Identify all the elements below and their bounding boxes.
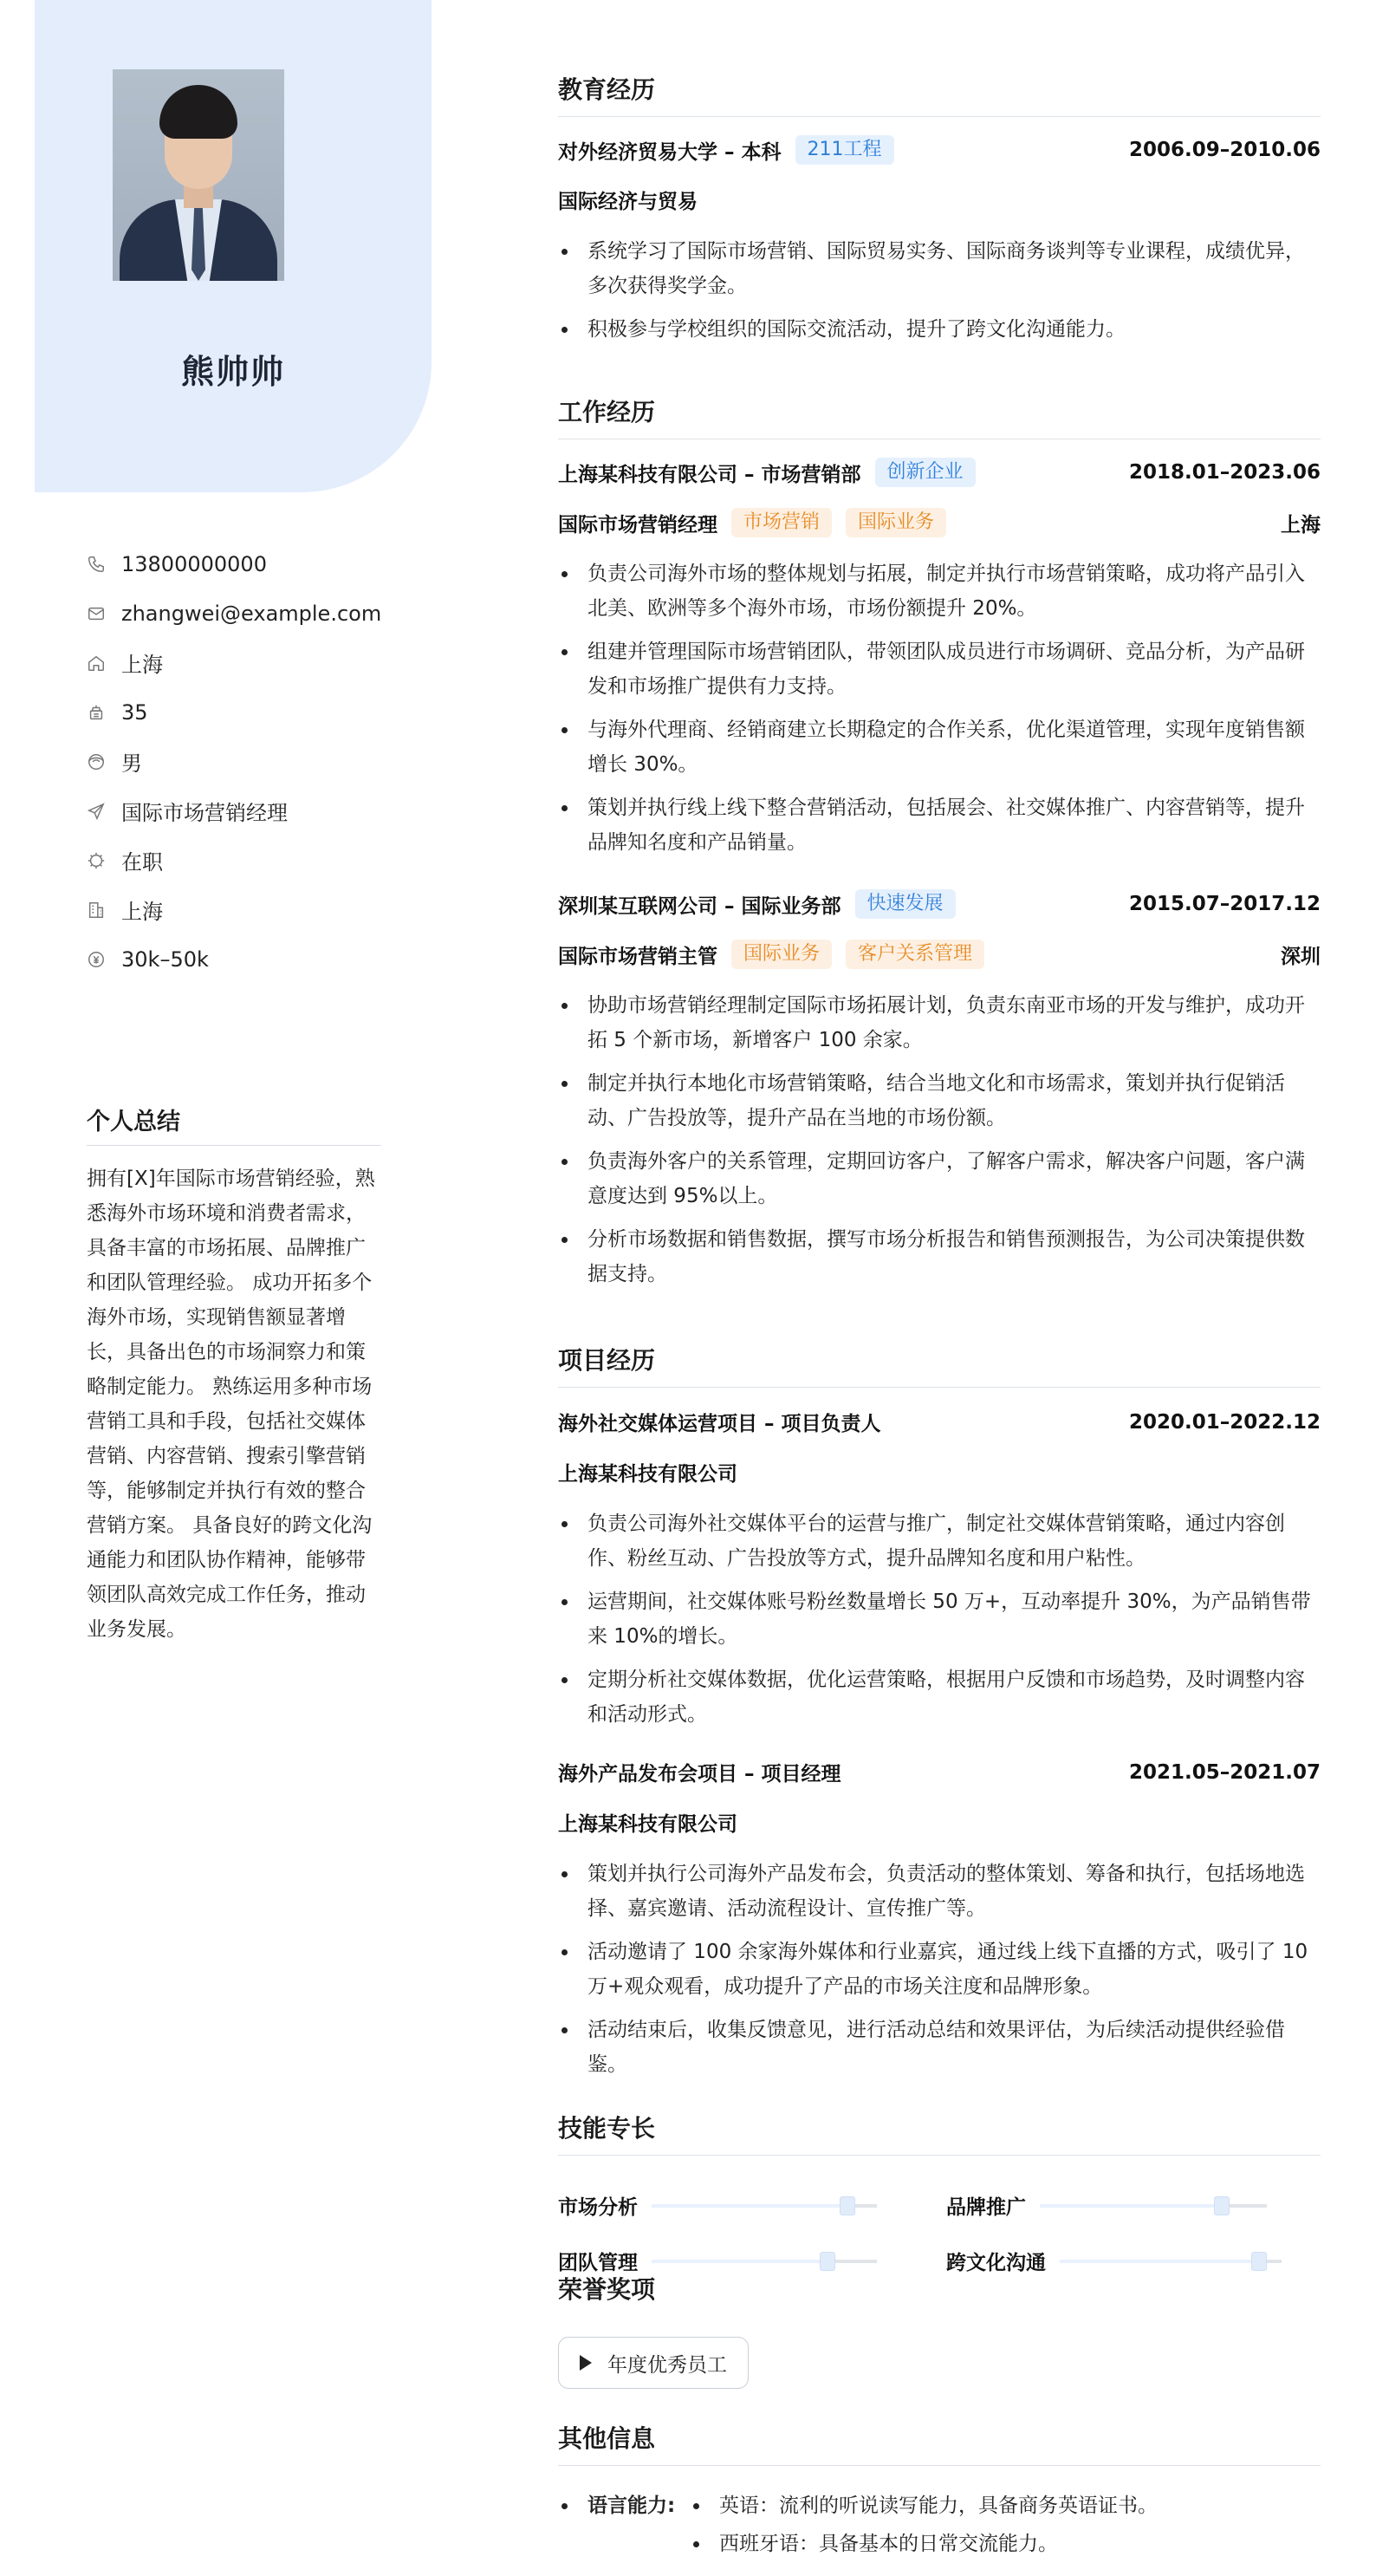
info-age (87, 687, 451, 737)
bullet-dot (693, 2503, 699, 2509)
job-role-row (558, 508, 1321, 537)
education-major: 国际经济与贸易 (558, 191, 698, 213)
info-phone-value: 13800000000 (121, 551, 267, 576)
projects-title: 项目经历 (558, 1342, 1321, 1388)
skill-slider[interactable] (1040, 2204, 1267, 2208)
job-role: 国际市场营销经理 (558, 513, 717, 537)
avatar (113, 69, 284, 281)
skill-slider-handle[interactable] (1214, 2196, 1230, 2215)
skill-item (558, 2191, 877, 2220)
list-item: 与海外代理商、经销商建立长期稳定的合作关系，优化渠道管理，实现年度销售额增长 30%。 (558, 712, 1321, 782)
list-item: 运营期间，社交媒体账号粉丝数量增长 50 万+，互动率提升 30%，为产品销售带来 10%的增长。 (558, 1584, 1321, 1654)
project-period: 2021.05–2021.07 (1128, 1760, 1321, 1784)
salary-icon (87, 950, 106, 969)
awards-title: 荣誉奖项 (558, 2275, 656, 2304)
skill-name: 市场分析 (558, 2196, 638, 2219)
skill-slider[interactable] (652, 2204, 877, 2208)
bullet-dot (693, 2541, 699, 2547)
list-item: 协助市场营销经理制定国际市场拓展计划，负责东南亚市场的开发与维护，成功开拓 5 个新市场，新增客户 100 余家。 (558, 988, 1321, 1057)
project-bullets (558, 1506, 1321, 1740)
bullet-dot (561, 2503, 568, 2509)
project-org-row (558, 1808, 1321, 1837)
job-role-row (558, 940, 1321, 969)
home-icon (87, 654, 106, 673)
info-position (87, 786, 451, 836)
skill-slider[interactable] (1060, 2260, 1282, 2263)
education-tag: 211工程 (795, 135, 894, 165)
education-school: 对外经济贸易大学 – 本科 (558, 140, 782, 164)
list-item: 组建并管理国际市场营销团队，带领团队成员进行市场调研、竞品分析，为产品研发和市场推广提供有力支持。 (558, 634, 1321, 704)
project-name: 海外产品发布会项目 – 项目经理 (558, 1763, 841, 1786)
job-header (558, 889, 1321, 919)
list-item: 负责公司海外市场的整体规划与拓展，制定并执行市场营销策略，成功将产品引入北美、欧洲等多个海外市场，市场份额提升 20%。 (558, 556, 1321, 626)
gender-icon (87, 752, 106, 771)
info-home-value: 上海 (121, 653, 163, 677)
info-position-value: 国际市场营销经理 (121, 801, 288, 825)
project-org: 上海某科技有限公司 (558, 1813, 737, 1836)
info-age-value: 35 (121, 699, 148, 725)
info-city-value: 上海 (121, 900, 163, 924)
other-title: 其他信息 (558, 2420, 1321, 2466)
list-item: 策划并执行线上线下整合营销活动，包括展会、社交媒体推广、内容营销等，提升品牌知名度和产品销量。 (558, 790, 1321, 860)
info-home (87, 638, 451, 687)
list-item: 定期分析社交媒体数据，优化运营策略，根据用户反馈和市场趋势，及时调整内容和活动形式。 (558, 1662, 1321, 1732)
list-item: 制定并执行本地化市场营销策略，结合当地文化和市场需求，策划并执行促销活动、广告投放等，提升产品在当地的市场份额。 (558, 1066, 1321, 1135)
info-email (87, 589, 451, 638)
language-item: 西班牙语：具备基本的日常交流能力。 (719, 2533, 1058, 2555)
job-role: 国际市场营销主管 (558, 945, 717, 968)
education-title: 教育经历 (558, 71, 1321, 117)
skills-title: 技能专长 (558, 2110, 1321, 2156)
job-company: 深圳某互联网公司 – 国际业务部 (558, 894, 841, 918)
role-tag: 国际业务 (846, 508, 946, 537)
education-period: 2006.09–2010.06 (1128, 139, 1321, 161)
role-tag: 市场营销 (731, 508, 832, 537)
role-tag: 客户关系管理 (846, 940, 984, 969)
project-header (558, 1758, 1321, 1786)
project-header (558, 1408, 1321, 1436)
company-tag: 快速发展 (855, 889, 956, 919)
skill-item (946, 2191, 1267, 2220)
skill-slider-handle[interactable] (820, 2252, 835, 2271)
project-org-row (558, 1458, 1321, 1486)
company-tag: 创新企业 (875, 458, 976, 487)
age-icon (87, 703, 106, 722)
education-major-row (558, 185, 1321, 214)
skill-name: 跨文化沟通 (946, 2252, 1046, 2274)
project-period: 2020.01–2022.12 (1128, 1410, 1321, 1434)
info-email-value: zhangwei@example.com (121, 601, 382, 626)
info-salary-value: 30k–50k (121, 946, 209, 972)
skill-name: 团队管理 (558, 2252, 638, 2274)
list-item: 负责公司海外社交媒体平台的运营与推广，制定社交媒体营销策略，通过内容创作、粉丝互动、广告投放等方式，提升品牌知名度和用户粘性。 (558, 1506, 1321, 1576)
info-status (87, 836, 451, 885)
info-gender-value: 男 (121, 751, 142, 776)
list-item: 策划并执行公司海外产品发布会，负责活动的整体策划、筹备和执行，包括场地选择、嘉宾邀请、活动流程设计、宣传推广等。 (558, 1857, 1321, 1926)
list-item: 活动结束后，收集反馈意见，进行活动总结和效果评估，为后续活动提供经验借鉴。 (558, 2013, 1321, 2082)
list-item: 负责海外客户的关系管理，定期回访客户，了解客户需求，解决客户问题，客户满意度达到 95%以上。 (558, 1144, 1321, 1213)
summary-text: 拥有[X]年国际市场营销经验，熟悉海外市场环境和消费者需求，具备丰富的市场拓展、品牌推广和团队管理经验。 成功开拓多个海外市场，实现销售额显著增长，具备出色的市场洞察力和策略制定能力。 熟练运用多种市场营销工具和手段，包括社交媒体营销、内容营销、搜索引擎营销等，能够制定并执行有效的整合营销方案。 具备良好的跨文化沟通能力和团队协作精神，能够带领团队高效完成工作任务，推动业务发展。 (87, 1168, 375, 1641)
project-bullets (558, 1857, 1321, 2091)
skill-slider-handle[interactable] (1251, 2252, 1267, 2271)
info-city (87, 885, 451, 934)
info-gender (87, 737, 451, 786)
language-label: 语言能力: (587, 2495, 676, 2517)
info-salary (87, 934, 451, 984)
role-tag: 国际业务 (731, 940, 832, 969)
skill-slider-handle[interactable] (840, 2196, 855, 2215)
contact-info-list (87, 539, 451, 984)
job-header (558, 458, 1321, 487)
list-item: 活动邀请了 100 余家海外媒体和行业嘉宾，通过线上线下直播的方式，吸引了 10 万+观众观看，成功提升了产品的市场关注度和品牌形象。 (558, 1935, 1321, 2004)
skill-slider[interactable] (652, 2260, 877, 2263)
job-bullets (558, 988, 1321, 1300)
education-bullets (558, 234, 1321, 355)
building-icon (87, 901, 106, 920)
list-item: 分析市场数据和销售数据，撰写市场分析报告和销售预测报告，为公司决策提供数据支持。 (558, 1222, 1321, 1291)
job-period: 2018.01–2023.06 (1128, 461, 1321, 484)
job-period: 2015.07–2017.12 (1128, 893, 1321, 915)
profile-name: 熊帅帅 (180, 353, 285, 391)
job-company: 上海某科技有限公司 – 市场营销部 (558, 463, 861, 486)
job-location: 上海 (1281, 513, 1321, 537)
project-org: 上海某科技有限公司 (558, 1463, 737, 1486)
list-item: 系统学习了国际市场营销、国际贸易实务、国际商务谈判等专业课程，成绩优异，多次获得奖学金。 (558, 234, 1321, 303)
skill-name: 品牌推广 (946, 2196, 1026, 2219)
send-icon (87, 802, 106, 821)
job-location: 深圳 (1281, 945, 1321, 968)
phone-icon (87, 555, 106, 574)
play-icon (580, 2355, 592, 2371)
summary-title: 个人总结 (87, 1103, 381, 1146)
list-item: 积极参与学校组织的国际交流活动，提升了跨文化沟通能力。 (558, 312, 1321, 347)
award-label: 年度优秀员工 (607, 2353, 727, 2377)
award-button[interactable] (558, 2337, 749, 2389)
info-status-value: 在职 (121, 850, 163, 875)
education-header (558, 135, 1321, 165)
sidebar (0, 0, 485, 2576)
info-phone (87, 539, 451, 589)
language-item: 英语：流利的听说读写能力，具备商务英语证书。 (719, 2495, 1158, 2517)
project-name: 海外社交媒体运营项目 – 项目负责人 (558, 1413, 881, 1435)
status-icon (87, 851, 106, 870)
work-title: 工作经历 (558, 394, 1321, 439)
job-bullets (558, 556, 1321, 868)
mail-icon (87, 604, 106, 623)
